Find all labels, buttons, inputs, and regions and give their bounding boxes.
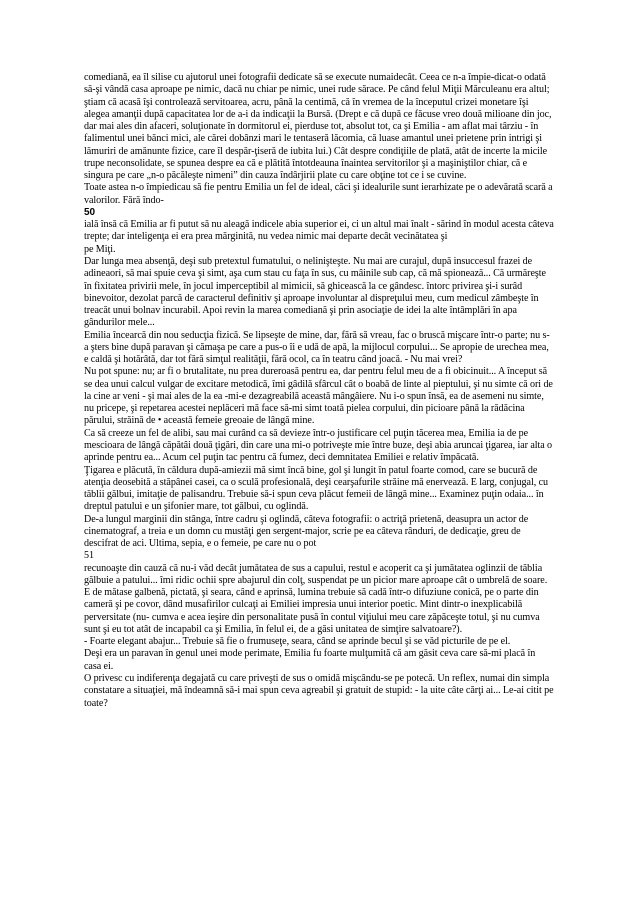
paragraph: - Foarte elegant abajur... Trebuie să fie o frumuseţe, seara, când se aprinde becul şi se văd picturile de pe el. xyxy=(84,636,511,648)
paragraph: Dar lunga mea absenţă, deşi sub pretextul fumatului, o nelinişteşte. Nu mai are curajul, după insuccesul frazei de adineaori, să mai spuie ceva şi simt, aşa cum stau cu faţa în sus, cu mâinile sub cap, că mă spionează... Că urmăreşte în fixitatea privirii mele, în jocul imperceptibil al mimicii, să ghicească la ce gândesc. întorc privirea şi-i surâd binevoitor, dezolat parcă de caracterul definitiv şi aproape involuntar al dispreţului meu, cum medicul zâmbeşte în treacăt unui bolnav incurabil. Apoi revin la marea comediană şi prin asociaţie de idei la alte întâmplări în apa gândurilor mele... xyxy=(84,255,546,329)
document-page xyxy=(84,72,554,710)
page-number: 51 xyxy=(84,550,94,562)
paragraph: Deşi era un paravan în genul unei mode perimate, Emilia fu foarte mulţumită că am găsit ceva care să-mi placă în casa ei. xyxy=(84,648,536,672)
paragraph: recunoaşte din cauză că nu-i văd decât jumătatea de sus a capului, restul e acoperit ca şi jumătatea oglinzii de tăblia gălbuie a patului... îmi ridic ochii spre abajurul din colţ, suspendat pe un picior mare aproape cât o umbrelă de soare. E de mătase galbenă, pictată, şi seara, când e aprinsă, lumina trebuie să cadă într-o difuziune conică, pe o parte din cameră şi pe covor, dând musafirilor culcaţi ai Emiliei impresia unui interior poetic. Mint dintr-o inexplicabilă perversitate (nu- cumva e acea ieşire din personalitate pusă în contul viţiului meu care zăpăceşte totul, şi nu cumva sunt şi eu tot atât de incapabil ca şi Emilia, în felul ei, de a găsi unitatea de simţire salvatoare?). xyxy=(84,562,548,635)
page-number: 50 xyxy=(84,206,96,218)
paragraph: pe Miţi. xyxy=(84,243,116,255)
paragraph: Ca să creeze un fel de alibi, sau mai curând ca să devieze într-o justificare cel puţin tăcerea mea, Emilia ia de pe mescioara de lângă căpătâi două ţigări, din care una mi-o potriveşte mie între buze, deşi abia aruncai ţigarea, iar alta o aprinde pentru ea... Acum cel puţin tac pentru că fumez, deci demnitatea Emiliei e relativ împăcată. xyxy=(84,427,553,464)
paragraph: Ţigarea e plăcută, în căldura după-amiezii mă simt încă bine, gol şi lungit în patul foarte comod, care se bucură de atenţia deosebită a stăpânei casei, ca o sculă profesională, deşi cearşafurile străine mă enervează. E larg, conjugal, cu tăblii gălbui, imitaţie de palisandru. Trebuie să-i spun ceva plăcut femeii de lângă mine... Examinez puţin odaia... în dreptul patului e un şifonier mare, tot gălbui, cu oglindă. xyxy=(84,464,549,513)
paragraph: Nu pot spune: nu; ar fi o brutalitate, nu prea dureroasă pentru ea, dar pentru felul meu de a fi obicinuit... A început să se dea unui calcul vulgar de excitare metodică, îmi gâdilă sfârcul cât o boabă de linte al pieptului, şi nu simte că ori de la cine ar veni - şi mai ales de la ea -mi-e dezagreabilă această mângâiere. Nu i-o spun însă, ea de asemeni nu simte, nu pricepe, şi repetarea acestei neplăceri mă face să-mi simt toată pielea corpului, din picioare până la rădăcina părului, străină de • această femeie greoaie de lângă mine. xyxy=(84,366,553,427)
paragraph: De-a lungul marginii din stânga, între cadru şi oglindă, câteva fotografii: o actriţă prietenă, deasupra un actor de cinematograf, a treia e un domn cu mustăţi gen sergent-major, scrie pe ea câteva rânduri, de dedicaţie, greu de descifrat de aci. Ultima, sepia, e o femeie, pe care nu o pot xyxy=(84,513,529,550)
paragraph: Emilia încearcă din nou seducţia fizică. Se lipseşte de mine, dar, fără să vreau, fac o bruscă mişcare într-o parte; nu s-a şters bine după paravan şi cămaşa pe care a pus-o îi e udă de apă, la mijlocul corpului... Se apropie de urechea mea, e caldă şi hotărâtă, dar tot fără simţul realităţii, fără ocol, ca în teatru când joacă. - Nu mai vrei? xyxy=(84,329,550,366)
paragraph: comediană, ea îl silise cu ajutorul unei fotografii dedicate să se execute numaidecât. Ceea ce n-a împie-dicat-o odată să-şi vândă casa aproape pe nimic, dacă nu chiar pe nimic, unei rude sărace. Pe când felul Miţii Mărculeanu era altul; ştiam că acasă îşi controlează servitoarea, acru, până la centimă, că în vremea de la începutul crizei monetare îşi alegea amanţii după capacitatea lor de a-i da indicaţii la Bursă. (Drept e că după ce făcuse vreo două milioane din joc, dar mai ales din afaceri, soluţionate în dormitorul ei, pierduse tot, absolut tot, ca şi Emilia - am aflat mai târziu - în falimentul unei bănci mici, ale cărei dobânzi mari le tentaseră lăcomia, că luase amantul unei prietene prin intrigi şi lămuriri de amănunte fizice, care îl despăr-ţiseră de iubita lui.) Cât despre condiţiile de plată, atât de incerte la micile trupe neconsolidate, se spunea despre ea că e plătită întotdeauna înaintea servitorilor şi a maşiniştilor chiar, că e singura pe care „n-o păcăleşte nimeni” din cauza îndârjirii plate cu care obţine tot ce i se cuvine. xyxy=(84,72,552,182)
paragraph: ială însă că Emilia ar fi putut să nu aleagă indicele abia superior ei, ci un altul mai înalt - sărind în modul acesta câteva trepte; dar inteligenţa ei era prea mărginită, nu vedea nimic mai departe decât vecinătatea şi xyxy=(84,219,554,243)
paragraph: Toate astea n-o împiedicau să fie pentru Emilia un fel de ideal, căci şi idealurile sunt ierarhizate pe o adevărată scară a valorilor. Fără îndo- xyxy=(84,182,553,206)
paragraph: O privesc cu indiferenţa degajată cu care priveşti de sus o omidă mişcându-se pe potecă. Un reflex, numai din simpla constatare a situaţiei, mă îndeamnă să-i mai spun ceva agreabil şi gratuit de stupid: - la uite câte cărţi ai... Le-ai citit pe toate? xyxy=(84,673,554,709)
